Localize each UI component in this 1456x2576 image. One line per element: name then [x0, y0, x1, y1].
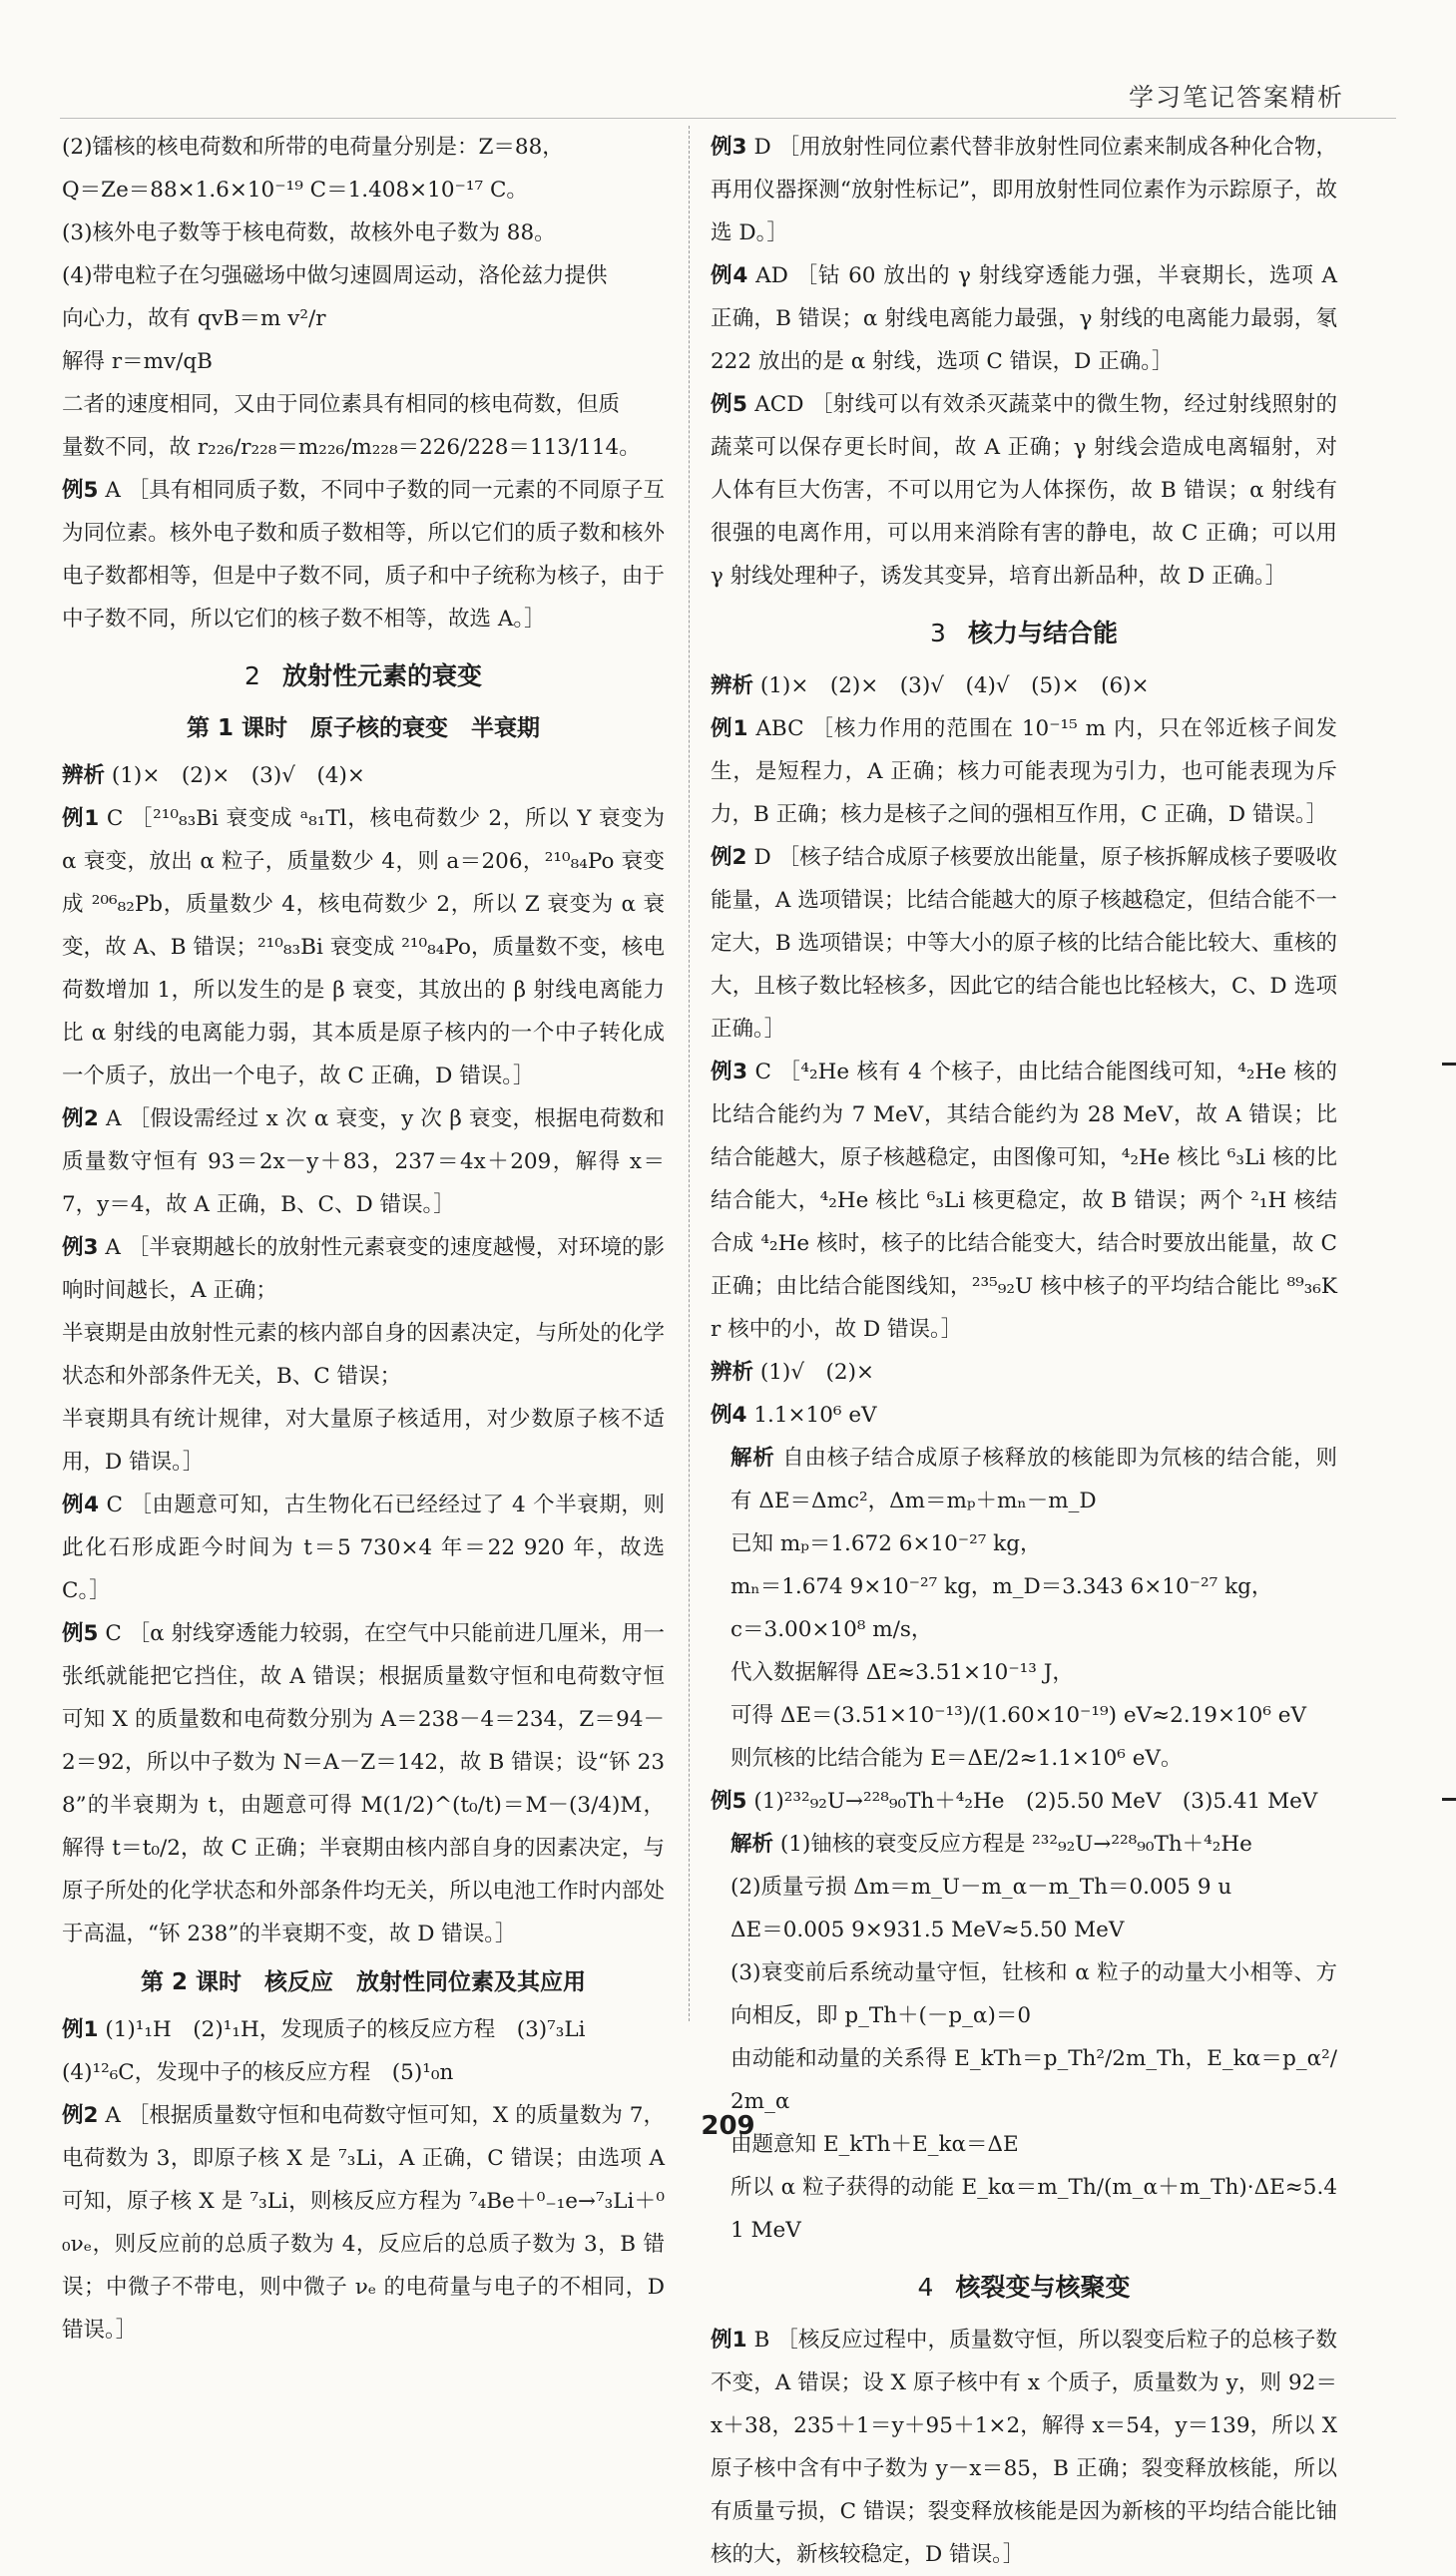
- running-head: 学习笔记答案精析: [1128, 83, 1344, 112]
- example-label: 例3: [711, 135, 747, 160]
- example-text: (1)¹₁H (2)¹₁H，发现质子的核反应方程 (3)⁷₃Li: [105, 2017, 586, 2042]
- example-text: A ［具有相同质子数，不同中子数的同一元素的不同原子互为同位素。核外电子数和质子数相等，所以它们的质子数和核外电子数都相等，但是中子数不同，质子和中子统称为核子，由于中子数不同，所以它们的核子数不相等，故选 A。］: [62, 478, 665, 632]
- example-text: (1)²³²₉₂U→²²⁸₉₀Th＋⁴₂He (2)5.50 MeV (3)5.41 MeV: [753, 1789, 1318, 1814]
- solution-line: (2)质量亏损 Δm＝m_U－m_α－m_Th＝0.005 9 u: [730, 1875, 1232, 1900]
- answer-line: (4)¹²₆C，发现中子的核反应方程 (5)¹₀n: [62, 2060, 454, 2085]
- answer-line: (4)带电粒子在匀强磁场中做匀速圆周运动，洛伦兹力提供: [62, 263, 608, 288]
- example-text: 1.1×10⁶ eV: [753, 1403, 877, 1428]
- example-answer: [711, 836, 1337, 1051]
- solution-line: 由动能和动量的关系得 E_kTh＝p_Th²/2m_Th，E_kα＝p_α²/2m_α: [730, 2046, 1337, 2114]
- solution-line: 已知 mₚ＝1.672 6×10⁻²⁷ kg，: [730, 1531, 1042, 1556]
- example-text: D ［用放射性同位素代替非放射性同位素来制成各种化合物，再用仪器探测“放射性标记”，即用放射性同位素作为示踪原子，故选 D。］: [711, 135, 1338, 245]
- example-label: 例1: [62, 2017, 99, 2042]
- solution-line: 由题意知 E_kTh＋E_kα＝ΔE: [730, 2132, 1019, 2157]
- solution-line: (3)衰变前后系统动量守恒，钍核和 α 粒子的动量大小相等、方向相反，即 p_Th＋(－p_α)＝0: [730, 1960, 1337, 2028]
- solution-block: [711, 1823, 1337, 1866]
- lesson-heading: 第 1 课时 原子核的衰变 半衰期: [186, 715, 541, 741]
- example-text: A ［半衰期越长的放射性元素衰变的速度越慢，对环境的影响时间越长，A 正确；: [62, 1235, 665, 1303]
- analysis-label: 辨析: [711, 1360, 754, 1385]
- solution-line: 所以 α 粒子获得的动能 E_kα＝m_Th/(m_α＋m_Th)·ΔE≈5.41 MeV: [730, 2175, 1337, 2243]
- solution-line: 可得 ΔE＝(3.51×10⁻¹³)/(1.60×10⁻¹⁹) eV≈2.19×10⁶ eV: [730, 1703, 1307, 1728]
- answer-line: 半衰期具有统计规律，对大量原子核适用，对少数原子核不适用，D 错误。］: [62, 1407, 665, 1475]
- analysis-label: 辨析: [62, 763, 106, 788]
- solution-label: 解析: [730, 1832, 774, 1857]
- section-title: 核裂变与核聚变: [955, 2273, 1131, 2302]
- example-text: C ［²¹⁰₈₃Bi 衰变成 ᵃ₈₁Tl，核电荷数少 2，所以 Y 衰变为 α 衰变，放出 α 粒子，质量数少 4，则 a＝206，²¹⁰₈₄Po 衰变成 ²⁰⁶₈₂Pb，质量数少 4，核电荷数少 2，所以 Z 衰变为 α 衰变，故 A、B 错误；²¹⁰₈₃Bi 衰变成 ²¹⁰₈₄Po，质量数不变，核电荷数增加 1，所以发生的是 β 衰变，其放出的 β 射线电离能力比 α 射线的电离能力弱，其本质是原子核内的一个中子转化成一个质子，放出一个电子，故 C 正确，D 错误。］: [62, 806, 665, 1088]
- section-number: 3: [930, 619, 946, 647]
- answer-formula: 解得 r＝mv/qB: [62, 349, 213, 374]
- example-label: 例3: [62, 1235, 99, 1260]
- example-label: 例4: [711, 263, 748, 288]
- example-text: C ［α 射线穿透能力较弱，在空气中只能前进几厘米，用一张纸就能把它挡住，故 A 错误；根据质量数守恒和电荷数守恒可知 X 的质量数和电荷数分别为 A＝238－4＝234，Z＝94－2＝92，所以中子数为 N＝A－Z＝142，故 B 错误；设“钚 238”的半衰期为 t，由题意可得 M(1/2)^(t₀/t)＝M－(3/4)M，解得 t＝t₀/2，故 C 正确；半衰期由核内部自身的因素决定，与原子所处的化学状态和外部条件均无关，所以电池工作时内部处于高温，“钚 238”的半衰期不变，故 D 错误。］: [62, 1621, 665, 1946]
- solution-line: c＝3.00×10⁸ m/s，: [730, 1617, 933, 1642]
- solution-text: (1)铀核的衰变反应方程是 ²³²₉₂U→²²⁸₉₀Th＋⁴₂He: [779, 1832, 1252, 1857]
- section-title: 核力与结合能: [967, 619, 1118, 647]
- example-text: C ［由题意可知，古生物化石已经经过了 4 个半衰期，则此化石形成距今时间为 t＝5 730×4 年＝22 920 年，故选 C。］: [62, 1493, 665, 1603]
- answer-line: 半衰期是由放射性元素的核内部自身的因素决定，与所处的化学状态和外部条件无关，B、C 错误；: [62, 1321, 665, 1389]
- solution-label: 解析: [730, 1446, 775, 1471]
- example-label: 例3: [711, 1060, 748, 1084]
- answer-formula: 向心力，故有 qvB＝m v²/r: [62, 306, 326, 331]
- section-heading: [62, 654, 665, 697]
- section-number: 2: [244, 661, 260, 690]
- analysis-text: (1)× (2)× (3)√ (4)√ (5)× (6)×: [759, 673, 1150, 698]
- analysis-label: 辨析: [711, 673, 754, 698]
- example-answer: [62, 2008, 665, 2051]
- example-label: 例1: [62, 806, 100, 831]
- analysis-text: (1)× (2)× (3)√ (4)×: [111, 763, 365, 788]
- example-text: B ［核反应过程中，质量数守恒，所以裂变后粒子的总核子数不变，A 错误；设 X 原子核中有 x 个质子，质量数为 y，则 92＝x＋38，235＋1＝y＋95＋1×2，解得 x＝54，y＝139，所以 X 原子核中含有中子数为 y－x＝85，B 正确；裂变释放核能，所以有质量亏损，C 错误；裂变释放核能是因为新核的平均结合能比铀核的大，新核较稳定，D 错误。］: [711, 2328, 1337, 2567]
- analysis-answer: [62, 754, 665, 797]
- example-text: A ［根据质量数守恒和电荷数守恒可知，X 的质量数为 7，电荷数为 3，即原子核 X 是 ⁷₃Li，A 正确，C 错误；由选项 A 可知，原子核 X 是 ⁷₃Li，则核反应方程为 ⁷₄Be＋⁰₋₁e→⁷₃Li＋⁰₀νₑ，则反应前的总质子数为 4，反应后的总质子数为 3，B 错误；中微子不带电，则中微子 νₑ 的电荷量与电子的不相同，D 错误。］: [62, 2103, 665, 2343]
- example-label: 例2: [711, 845, 747, 870]
- section-heading: [711, 612, 1337, 654]
- example-answer: [711, 254, 1337, 383]
- example-text: D ［核子结合成原子核要放出能量，原子核拆解成核子要吸收能量，A 选项错误；比结合能越大的原子核越稳定，但结合能不一定大，B 选项错误；中等大小的原子核的比结合能比较大、重核的大，且核子数比轻核多，因此它的结合能也比轻核大，C、D 选项正确。］: [711, 845, 1338, 1042]
- example-answer: [62, 469, 665, 641]
- example-label: 例5: [711, 392, 747, 417]
- edge-mark: [1442, 1798, 1456, 1801]
- example-answer: [711, 1051, 1337, 1351]
- example-text: ACD ［射线可以有效杀灭蔬菜中的微生物，经过射线照射的蔬菜可以保存更长时间，故 A 正确；γ 射线会造成电离辐射，对人体有巨大伤害，不可以用它为人体探伤，故 B 错误；α 射线有很强的电离作用，可以用来消除有害的静电，故 C 正确；可以用 γ 射线处理种子，诱发其变异，培育出新品种，故 D 正确。］: [711, 392, 1337, 589]
- answer-line: (2)镭核的核电荷数和所带的电荷量分别是：Z＝88，: [62, 135, 564, 160]
- example-label: 例1: [711, 2328, 747, 2353]
- example-answer: [62, 797, 665, 1097]
- solution-line: ΔE＝0.005 9×931.5 MeV≈5.50 MeV: [730, 1918, 1125, 1942]
- example-answer: [62, 1226, 665, 1312]
- example-text: AD ［钴 60 放出的 γ 射线穿透能力强，半衰期长，选项 A 正确，B 错误；α 射线电离能力最强，γ 射线的电离能力最弱，氡 222 放出的是 α 射线，选项 C 错误，D 正确。］: [711, 263, 1337, 374]
- left-column: [62, 126, 665, 2352]
- analysis-answer: [711, 664, 1337, 707]
- answer-line: 二者的速度相同，又由于同位素具有相同的核电荷数，但质: [62, 392, 621, 417]
- example-label: 例4: [711, 1403, 747, 1428]
- section-title: 放射性元素的衰变: [281, 661, 482, 690]
- analysis-text: (1)√ (2)×: [759, 1360, 874, 1385]
- solution-line: 代入数据解得 ΔE≈3.51×10⁻¹³ J，: [730, 1660, 1074, 1685]
- solution-block: [711, 1437, 1337, 1522]
- right-column: [711, 126, 1337, 2576]
- header-rule: [60, 118, 1396, 119]
- example-answer: [711, 1780, 1337, 1823]
- analysis-answer: [711, 1351, 1337, 1394]
- column-divider: [689, 126, 690, 2021]
- example-answer: [711, 2319, 1337, 2576]
- example-text: ABC ［核力作用的范围在 10⁻¹⁵ m 内，只在邻近核子间发生，是短程力，A 正确；核力可能表现为引力，也可能表现为斥力，B 正确；核力是核子之间的强相互作用，C 正确，D 错误。］: [711, 716, 1337, 827]
- example-answer: [711, 707, 1337, 836]
- answer-line: Q＝Ze＝88×1.6×10⁻¹⁹ C＝1.408×10⁻¹⁷ C。: [62, 178, 528, 203]
- example-label: 例4: [62, 1493, 100, 1517]
- page-number: 209: [701, 2111, 755, 2141]
- example-answer: [711, 1394, 1337, 1437]
- example-label: 例2: [62, 2103, 99, 2128]
- lesson-heading: 第 2 课时 核反应 放射性同位素及其应用: [140, 1969, 587, 1995]
- answer-formula: 量数不同，故 r₂₂₆/r₂₂₈＝m₂₂₆/m₂₂₈＝226/228＝113/114。: [62, 435, 641, 460]
- example-answer: [711, 383, 1337, 598]
- answer-line: (3)核外电子数等于核电荷数，故核外电子数为 88。: [62, 220, 556, 245]
- solution-line: mₙ＝1.674 9×10⁻²⁷ kg，m_D＝3.343 6×10⁻²⁷ kg，: [730, 1574, 1273, 1599]
- example-label: 例2: [62, 1106, 99, 1131]
- example-text: C ［⁴₂He 核有 4 个核子，由比结合能图线可知，⁴₂He 核的比结合能约为 7 MeV，其结合能约为 28 MeV，故 A 错误；比结合能越大，原子核越稳定，由图像可知，⁴₂He 核比 ⁶₃Li 核的比结合能大，⁴₂He 核比 ⁶₃Li 核更稳定，故 B 错误；两个 ²₁H 核结合成 ⁴₂He 核时，核子的比结合能变大，结合时要放出能量，故 C 正确；由比结合能图线知，²³⁵₉₂U 核中核子的平均结合能比 ⁸⁹₃₆Kr 核中的小，故 D 错误。］: [711, 1060, 1337, 1342]
- section-heading: [711, 2266, 1337, 2309]
- edge-mark: [1442, 1063, 1456, 1066]
- example-label: 例5: [62, 478, 99, 503]
- example-answer: [62, 1097, 665, 1226]
- example-label: 例5: [711, 1789, 747, 1814]
- example-label: 例1: [711, 716, 748, 741]
- section-number: 4: [917, 2273, 934, 2302]
- solution-line: 则氘核的比结合能为 E＝ΔE/2≈1.1×10⁶ eV。: [730, 1746, 1183, 1771]
- solution-text: 自由核子结合成原子核释放的核能即为氘核的结合能，则有 ΔE＝Δmc²，Δm＝mₚ＋mₙ－m_D: [730, 1446, 1337, 1513]
- example-label: 例5: [62, 1621, 99, 1646]
- example-text: A ［假设需经过 x 次 α 衰变，y 次 β 衰变，根据电荷数和质量数守恒有 93＝2x－y＋83，237＝4x＋209，解得 x＝7，y＝4，故 A 正确，B、C、D 错误。］: [62, 1106, 665, 1217]
- example-answer: [711, 126, 1337, 254]
- example-answer: [62, 1484, 665, 1612]
- example-answer: [62, 1612, 665, 1955]
